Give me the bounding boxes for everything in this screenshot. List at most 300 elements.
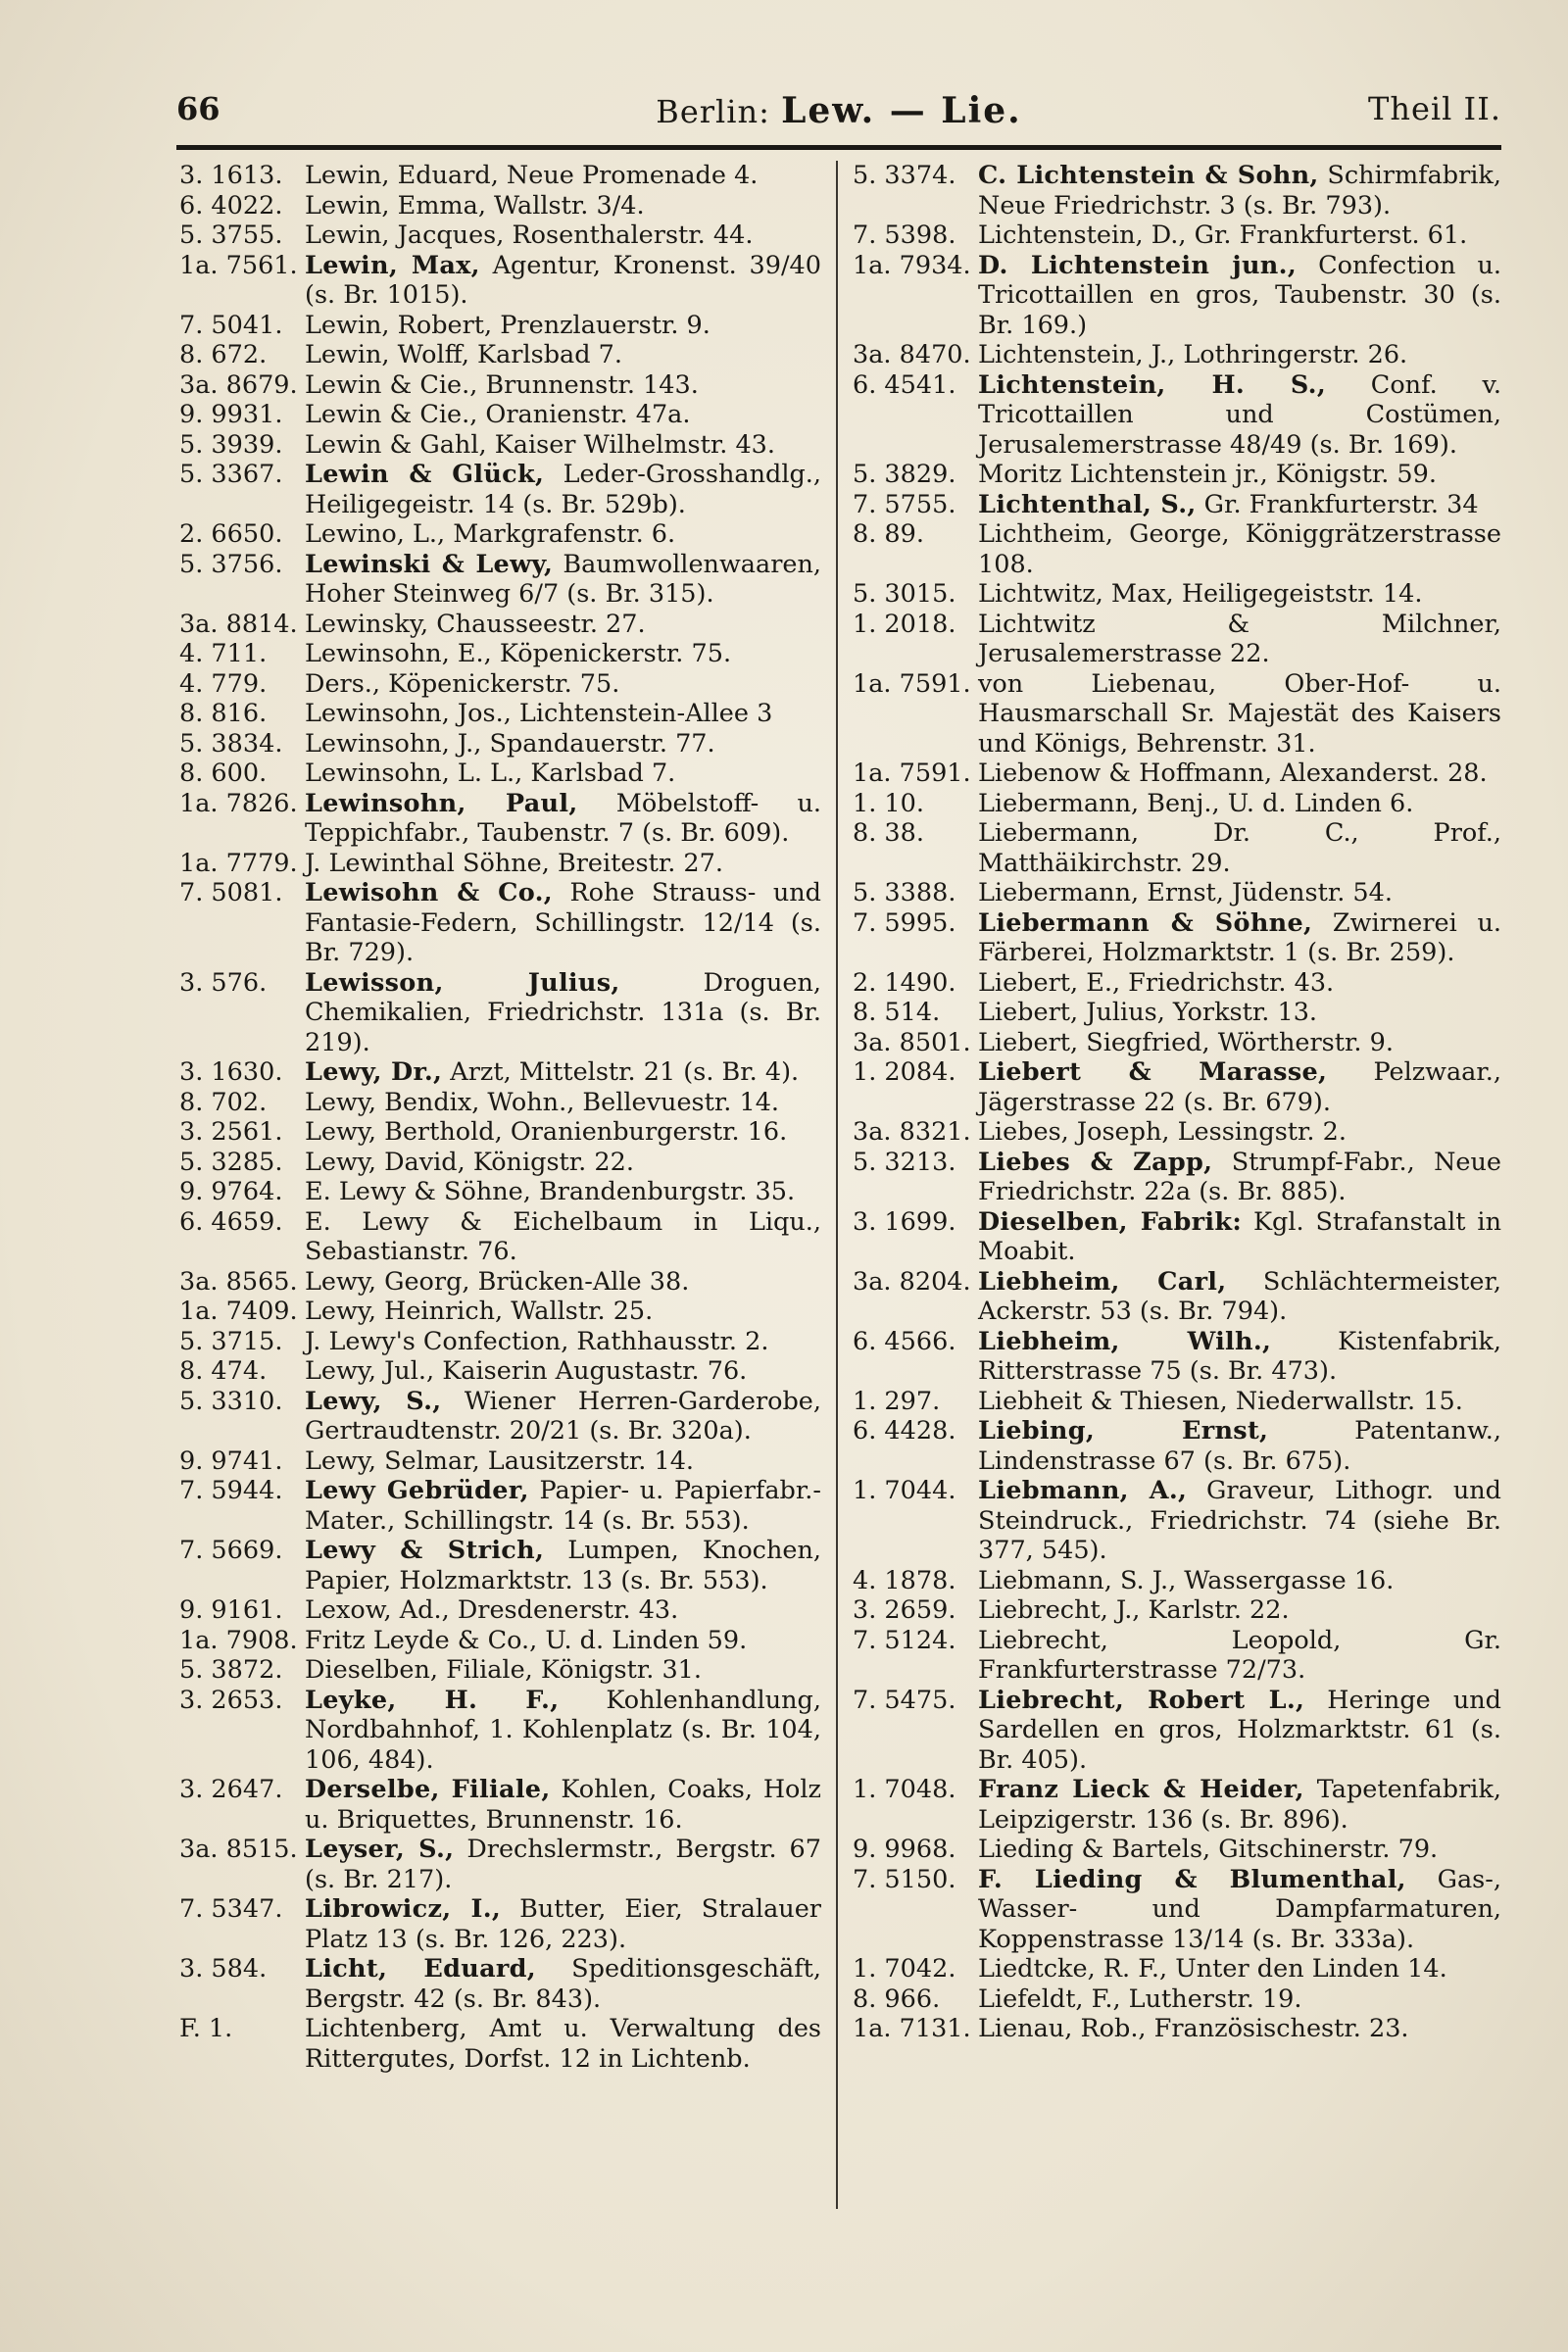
- directory-entry: [179, 1686, 821, 1776]
- directory-entry: [179, 1267, 821, 1298]
- entry-text: [978, 1117, 1501, 1148]
- entry-text: [978, 1057, 1501, 1117]
- entry-number: 7. 5995.: [853, 907, 956, 938]
- entry-name: Liebrecht, Robert L.,: [978, 1685, 1305, 1715]
- entry-number: 6. 4541.: [853, 369, 956, 400]
- directory-entry: [179, 1088, 821, 1118]
- entry-number: 3a. 8470.: [853, 340, 971, 369]
- entry-text: [305, 311, 821, 341]
- entry-details: Agentur, Kronenst. 39/40 (s. Br. 1015).: [305, 250, 821, 310]
- directory-entry: [853, 2014, 1501, 2044]
- directory-entry: [179, 1117, 821, 1148]
- directory-entry: [179, 1327, 821, 1357]
- entry-text: [978, 1686, 1501, 1776]
- entry-text: [305, 1894, 821, 1954]
- entry-text: [978, 1028, 1501, 1058]
- entry-number: 1. 7042.: [853, 1954, 956, 1984]
- directory-entry: [179, 849, 821, 879]
- entry-text: [978, 2014, 1501, 2044]
- entry-number: 7. 5398.: [853, 220, 956, 250]
- directory-entry: [853, 460, 1501, 490]
- entry-name: Lewinski & Lewy,: [305, 549, 554, 579]
- entry-number: 7. 5150.: [853, 1864, 956, 1894]
- directory-entry: [853, 1057, 1501, 1117]
- entry-number: 8. 600.: [179, 759, 268, 788]
- entry-details: Lichtenstein, J., Lothringerstr. 26.: [978, 340, 1408, 369]
- entry-number: 5. 3715.: [179, 1326, 283, 1356]
- entry-details: Lewinsohn, Jos., Lichtenstein-Allee 3: [305, 699, 773, 728]
- entry-text: [305, 2014, 821, 2074]
- entry-text: [305, 519, 821, 550]
- entry-details: Liebermann, Benj., U. d. Linden 6.: [978, 788, 1414, 818]
- entry-number: 5. 3388.: [853, 878, 956, 907]
- entry-text: [305, 789, 821, 849]
- entry-details: Zwirnerei u. Färberei, Holzmarktstr. 1 (s. Br. 259).: [978, 907, 1501, 967]
- directory-entry: [853, 789, 1501, 819]
- entry-text: [305, 699, 821, 729]
- entry-details: Liebert, E., Friedrichstr. 43.: [978, 967, 1335, 998]
- entry-name: F. Lieding & Blumenthal,: [978, 1864, 1406, 1894]
- entry-details: Kohlen, Coaks, Holz u. Briquettes, Brunnenstr. 16.: [305, 1775, 821, 1835]
- entry-name: Liebes & Zapp,: [978, 1147, 1213, 1177]
- entry-details: Pelzwaar., Jägerstrasse 22 (s. Br. 679).: [978, 1057, 1501, 1117]
- entry-text: [305, 1207, 821, 1267]
- entry-details: Liebrecht, J., Karlstr. 22.: [978, 1595, 1290, 1625]
- directory-entry: [179, 519, 821, 550]
- page-header: [176, 90, 1501, 139]
- running-title-range: Lew. — Lie.: [781, 90, 1022, 131]
- entry-details: J. Lewinthal Söhne, Breitestr. 27.: [305, 848, 723, 878]
- entry-name: Librowicz, I.,: [305, 1894, 502, 1924]
- entry-number: 1. 7044.: [853, 1476, 956, 1505]
- entry-text: [978, 519, 1501, 579]
- entry-details: Schlächtermeister, Ackerstr. 53 (s. Br. 794).: [978, 1266, 1501, 1326]
- entry-number: 7. 5944.: [179, 1476, 283, 1505]
- entry-number: 5. 3015.: [853, 579, 956, 609]
- entry-details: Möbelstoff- u. Teppichfabr., Taubenstr. 7 (s. Br. 609).: [305, 788, 821, 848]
- entry-details: Tapetenfabrik, Leipzigerstr. 136 (s. Br. 896).: [978, 1775, 1501, 1835]
- entry-name: Lewy, S.,: [305, 1386, 442, 1416]
- directory-entry: [179, 550, 821, 610]
- entry-name: Lichtenstein, H. S.,: [978, 369, 1327, 400]
- entry-text: [978, 460, 1501, 490]
- directory-entry: [853, 1686, 1501, 1776]
- entry-text: [305, 669, 821, 700]
- directory-entry: [853, 1595, 1501, 1626]
- directory-entry: [179, 1207, 821, 1267]
- entry-text: [305, 1446, 821, 1477]
- directory-entry: [853, 968, 1501, 999]
- entry-text: [305, 1267, 821, 1298]
- entry-text: [305, 1148, 821, 1178]
- entry-text: [978, 1566, 1501, 1596]
- directory-entry: [179, 1446, 821, 1477]
- right-column: [853, 161, 1501, 2044]
- entry-number: 5. 3213.: [853, 1147, 956, 1177]
- entry-number: 2. 1490.: [853, 967, 956, 998]
- entry-text: [305, 639, 821, 669]
- directory-entry: [853, 519, 1501, 579]
- entry-number: 3a. 8204.: [853, 1266, 971, 1297]
- entry-text: [305, 729, 821, 760]
- entry-text: [305, 191, 821, 221]
- entry-text: [305, 1476, 821, 1536]
- directory-entry: [853, 370, 1501, 461]
- entry-text: [978, 1267, 1501, 1327]
- entry-details: Kistenfabrik, Ritterstrasse 75 (s. Br. 473).: [978, 1326, 1501, 1386]
- entry-number: 8. 702.: [179, 1087, 268, 1117]
- entry-number: 1a. 7934.: [853, 250, 971, 280]
- entry-text: [978, 1595, 1501, 1626]
- entry-details: Lewinsohn, J., Spandauerstr. 77.: [305, 728, 715, 759]
- entry-number: 7. 5081.: [179, 878, 283, 907]
- entry-details: Rohe Strauss- und Fantasie-Federn, Schillingstr. 12/14 (s. Br. 729).: [305, 878, 822, 967]
- entry-number: 3. 2653.: [179, 1685, 283, 1715]
- entry-number: 1a. 7561.: [179, 250, 298, 280]
- entry-details: Lewin & Cie., Brunnenstr. 143.: [305, 369, 699, 400]
- entry-number: 1. 2084.: [853, 1057, 956, 1087]
- entry-number: 3a. 8501.: [853, 1027, 971, 1057]
- left-column: [179, 161, 821, 2074]
- directory-entry: [853, 161, 1501, 220]
- entry-number: 8. 89.: [853, 519, 924, 549]
- entry-number: 1a. 7131.: [853, 2014, 971, 2043]
- directory-entry: [853, 1028, 1501, 1058]
- entry-details: Heringe und Sardellen en gros, Holzmarktstr. 61 (s. Br. 405).: [978, 1685, 1501, 1775]
- running-title-prefix: Berlin:: [656, 93, 770, 130]
- entry-details: Moritz Lichtenstein jr., Königstr. 59.: [978, 460, 1437, 489]
- directory-entry: [853, 1626, 1501, 1686]
- entry-name: Liebert & Marasse,: [978, 1057, 1328, 1087]
- entry-text: [978, 1626, 1501, 1686]
- entry-text: [305, 1835, 821, 1894]
- entry-details: Baumwollenwaaren, Hoher Steinweg 6/7 (s. Br. 315).: [305, 549, 822, 609]
- directory-entry: [179, 191, 821, 221]
- entry-text: [978, 908, 1501, 968]
- entry-text: [978, 759, 1501, 789]
- entry-number: 8. 38.: [853, 818, 924, 848]
- entry-number: 7. 5669.: [179, 1536, 283, 1565]
- entry-number: 1a. 7591.: [853, 759, 971, 788]
- directory-entry: [179, 1954, 821, 2014]
- entry-details: Graveur, Lithogr. und Steindruck., Friedrichstr. 74 (siehe Br. 377, 545).: [978, 1476, 1502, 1565]
- entry-number: 3. 1699.: [853, 1206, 956, 1237]
- entry-details: Schirmfabrik, Neue Friedrichstr. 3 (s. Br. 793).: [978, 161, 1501, 220]
- entry-details: Dieselben, Filiale, Königstr. 31.: [305, 1655, 702, 1685]
- entry-details: Leder-Grosshandlg., Heiligegeistr. 14 (s. Br. 529b).: [305, 460, 822, 519]
- entry-details: Liebheit & Thiesen, Niederwallstr. 15.: [978, 1386, 1463, 1416]
- entry-text: [305, 1297, 821, 1327]
- entry-number: 6. 4428.: [853, 1416, 956, 1446]
- entry-details: J. Lewy's Confection, Rathhausstr. 2.: [305, 1326, 769, 1356]
- entry-details: Liebmann, S. J., Wassergasse 16.: [978, 1565, 1395, 1595]
- entry-number: 8. 816.: [179, 699, 268, 728]
- entry-number: 3. 2561.: [179, 1117, 283, 1147]
- entry-number: 5. 3939.: [179, 429, 283, 460]
- entry-details: E. Lewy & Söhne, Brandenburgstr. 35.: [305, 1177, 796, 1206]
- directory-entry: [179, 370, 821, 401]
- entry-text: [305, 1655, 821, 1686]
- directory-entry: [853, 340, 1501, 370]
- entry-number: 3. 2659.: [853, 1595, 956, 1625]
- entry-text: [305, 1356, 821, 1387]
- entry-name: Lewisson, Julius,: [305, 967, 620, 998]
- entry-details: Lieding & Bartels, Gitschinerstr. 79.: [978, 1835, 1439, 1864]
- entry-name: Liebing, Ernst,: [978, 1416, 1269, 1446]
- entry-number: 8. 966.: [853, 1984, 941, 2014]
- entry-text: [978, 1954, 1501, 1984]
- entry-details: Lewy, David, Königstr. 22.: [305, 1147, 634, 1177]
- entry-details: Speditionsgeschäft, Bergstr. 42 (s. Br. 843).: [305, 1954, 822, 2014]
- entry-details: Kohlenhandlung, Nordbahnhof, 1. Kohlenplatz (s. Br. 104, 106, 484).: [305, 1685, 821, 1775]
- directory-entry: [179, 729, 821, 760]
- entry-text: [978, 1387, 1501, 1417]
- entry-number: 5. 3310.: [179, 1386, 283, 1416]
- entry-name: Lewin, Max,: [305, 250, 480, 280]
- entry-details: von Liebenau, Ober-Hof- u. Hausmarschall Sr. Majestät des Kaisers und Königs, Behrenstr. 31.: [978, 668, 1501, 759]
- entry-text: [978, 968, 1501, 999]
- entry-number: 5. 3755.: [179, 220, 283, 250]
- entry-details: Arzt, Mittelstr. 21 (s. Br. 4).: [442, 1057, 800, 1087]
- entry-number: 1. 2018.: [853, 609, 956, 639]
- directory-entry: [179, 460, 821, 519]
- entry-text: [978, 669, 1501, 760]
- entry-details: Liefeldt, F., Lutherstr. 19.: [978, 1984, 1302, 2014]
- entry-number: 3. 584.: [179, 1954, 268, 1984]
- entry-number: 4. 711.: [179, 639, 268, 668]
- directory-entry: [853, 1117, 1501, 1148]
- entry-text: [305, 1686, 821, 1776]
- entry-text: [305, 610, 821, 640]
- entry-details: Strumpf-Fabr., Neue Friedrichstr. 22a (s. Br. 885).: [978, 1147, 1501, 1206]
- directory-entry: [853, 1207, 1501, 1267]
- entry-name: Licht, Eduard,: [305, 1954, 536, 1984]
- entry-details: Lewinsohn, E., Köpenickerstr. 75.: [305, 639, 732, 668]
- directory-entry: [179, 1476, 821, 1536]
- entry-text: [978, 1327, 1501, 1387]
- entry-text: [978, 1416, 1501, 1476]
- entry-number: 7. 5124.: [853, 1625, 956, 1655]
- entry-text: [305, 251, 821, 311]
- entry-details: Lichtenstein, D., Gr. Frankfurterst. 61.: [978, 220, 1468, 250]
- directory-entry: [853, 818, 1501, 878]
- entry-details: Droguen, Chemikalien, Friedrichstr. 131a (s. Br. 219).: [305, 967, 821, 1057]
- entry-name: Lewisohn & Co.,: [305, 878, 553, 907]
- entry-number: 4. 779.: [179, 668, 268, 699]
- directory-entry: [853, 579, 1501, 610]
- directory-entry: [179, 1595, 821, 1626]
- entry-text: [305, 1088, 821, 1118]
- entry-name: Lewy, Dr.,: [305, 1057, 443, 1087]
- entry-number: 9. 9931.: [179, 400, 283, 429]
- entry-text: [978, 1148, 1501, 1207]
- column-divider: [836, 161, 838, 2209]
- entry-text: [978, 610, 1501, 669]
- entry-text: [978, 161, 1501, 220]
- entry-details: Lichtwitz, Max, Heiligegeiststr. 14.: [978, 579, 1423, 609]
- directory-entry: [853, 1387, 1501, 1417]
- directory-entry: [179, 1057, 821, 1088]
- directory-entry: [853, 1984, 1501, 2015]
- entry-text: [305, 161, 821, 191]
- entry-details: Drechslermstr., Bergstr. 67 (s. Br. 217).: [305, 1835, 821, 1894]
- entry-details: Liebermann, Ernst, Jüdenstr. 54.: [978, 878, 1393, 907]
- entry-text: [978, 490, 1501, 520]
- entry-number: 5. 3756.: [179, 549, 283, 579]
- entry-details: Lumpen, Knochen, Papier, Holzmarktstr. 13 (s. Br. 553).: [305, 1536, 821, 1595]
- entry-details: Liebes, Joseph, Lessingstr. 2.: [978, 1117, 1347, 1147]
- directory-entry: [179, 1626, 821, 1656]
- entry-details: Lewinsky, Chausseestr. 27.: [305, 609, 646, 639]
- entry-details: Patentanw., Lindenstrasse 67 (s. Br. 675).: [978, 1416, 1501, 1476]
- entry-text: [305, 400, 821, 430]
- entry-name: Franz Lieck & Heider,: [978, 1775, 1304, 1804]
- directory-entry: [853, 1954, 1501, 1984]
- entry-name: Lichtenthal, S.,: [978, 489, 1197, 519]
- entry-details: Lichtheim, George, Königgrätzerstrasse 108.: [978, 519, 1501, 579]
- directory-entry: [179, 1177, 821, 1207]
- entry-details: Liebermann, Dr. C., Prof., Matthäikirchstr. 29.: [978, 818, 1501, 878]
- directory-entry: [853, 759, 1501, 789]
- entry-text: [305, 370, 821, 401]
- directory-entry: [179, 1356, 821, 1387]
- entry-number: 8. 514.: [853, 998, 941, 1027]
- entry-number: 3. 1630.: [179, 1057, 283, 1087]
- entry-name: Liebermann & Söhne,: [978, 907, 1313, 938]
- directory-entry: [179, 1655, 821, 1686]
- entry-text: [305, 460, 821, 519]
- entry-details: Confection u. Tricottaillen en gros, Taubenstr. 30 (s. Br. 169.): [978, 250, 1501, 340]
- entry-number: 1. 7048.: [853, 1775, 956, 1804]
- directory-entry: [179, 220, 821, 251]
- entry-details: Liebert, Siegfried, Wörtherstr. 9.: [978, 1027, 1394, 1057]
- entry-name: D. Lichtenstein jun.,: [978, 250, 1297, 280]
- entry-text: [305, 878, 821, 968]
- entry-number: 3a. 8679.: [179, 369, 298, 400]
- entry-details: Lewy, Heinrich, Wallstr. 25.: [305, 1297, 654, 1326]
- directory-entry: [853, 1267, 1501, 1327]
- entry-text: [978, 579, 1501, 610]
- entry-text: [978, 1775, 1501, 1835]
- entry-number: 5. 3374.: [853, 161, 956, 190]
- directory-entry: [179, 669, 821, 700]
- part-label: Theil II.: [1368, 90, 1501, 127]
- entry-text: [305, 430, 821, 461]
- entry-text: [305, 1775, 821, 1835]
- header-rule: [176, 145, 1501, 150]
- entry-text: [978, 370, 1501, 461]
- directory-entry: [179, 1387, 821, 1446]
- entry-text: [978, 1835, 1501, 1865]
- entry-number: 8. 474.: [179, 1356, 268, 1386]
- entry-number: 9. 9968.: [853, 1835, 956, 1864]
- entry-name: Lewinsohn, Paul,: [305, 788, 578, 818]
- entry-number: 5. 3872.: [179, 1655, 283, 1685]
- entry-number: 5. 3367.: [179, 460, 283, 489]
- entry-name: Liebheim, Wilh.,: [978, 1326, 1272, 1356]
- entry-text: [305, 1595, 821, 1626]
- entry-details: Gas-, Wasser- und Dampfarmaturen, Koppenstrasse 13/14 (s. Br. 333a).: [978, 1864, 1501, 1954]
- entry-number: 4. 1878.: [853, 1565, 956, 1595]
- entry-text: [305, 968, 821, 1058]
- entry-details: Liebert, Julius, Yorkstr. 13.: [978, 998, 1318, 1027]
- entry-number: 3a. 8814.: [179, 609, 298, 639]
- entry-text: [305, 759, 821, 789]
- entry-number: 7. 5347.: [179, 1894, 283, 1924]
- entry-name: Liebheim, Carl,: [978, 1266, 1227, 1297]
- directory-entry: [853, 610, 1501, 669]
- directory-entry: [179, 1148, 821, 1178]
- directory-entry: [179, 2014, 821, 2074]
- directory-entry: [853, 1835, 1501, 1865]
- entry-text: [978, 878, 1501, 908]
- entry-details: Lewinsohn, L. L., Karlsbad 7.: [305, 759, 676, 788]
- entry-number: 3a. 8515.: [179, 1835, 298, 1864]
- directory-entry: [179, 430, 821, 461]
- entry-details: E. Lewy & Eichelbaum in Liqu., Sebastianstr. 76.: [305, 1206, 821, 1266]
- directory-entry: [179, 789, 821, 849]
- entry-number: 9. 9764.: [179, 1177, 283, 1206]
- entry-text: [305, 1536, 821, 1595]
- entry-number: 9. 9741.: [179, 1446, 283, 1476]
- entry-details: Gr. Frankfurterstr. 34: [1196, 489, 1479, 519]
- entry-details: Lewin, Eduard, Neue Promenade 4.: [305, 161, 759, 190]
- entry-details: Lewino, L., Markgrafenstr. 6.: [305, 519, 676, 549]
- entry-details: Papier- u. Papierfabr.-Mater., Schillingstr. 14 (s. Br. 553).: [305, 1476, 821, 1536]
- entry-number: 8. 672.: [179, 340, 268, 369]
- entry-number: 9. 9161.: [179, 1595, 283, 1625]
- entry-text: [305, 340, 821, 370]
- directory-entry: [853, 490, 1501, 520]
- entry-details: Conf. v. Tricottaillen und Costümen, Jerusalemerstrasse 48/49 (s. Br. 169).: [978, 369, 1501, 460]
- entry-text: [978, 340, 1501, 370]
- entry-details: Butter, Eier, Stralauer Platz 13 (s. Br. 126, 223).: [305, 1894, 821, 1954]
- entry-name: C. Lichtenstein & Sohn,: [978, 161, 1319, 190]
- entry-number: 5. 3285.: [179, 1147, 283, 1177]
- entry-text: [305, 1117, 821, 1148]
- entry-text: [305, 1057, 821, 1088]
- entry-number: 7. 5041.: [179, 310, 283, 340]
- entry-details: Lewy, Bendix, Wohn., Bellevuestr. 14.: [305, 1087, 780, 1117]
- entry-text: [305, 1626, 821, 1656]
- entry-text: [978, 1865, 1501, 1955]
- entry-name: Derselbe, Filiale,: [305, 1775, 551, 1804]
- directory-entry: [853, 1566, 1501, 1596]
- directory-entry: [853, 669, 1501, 760]
- entry-text: [978, 789, 1501, 819]
- entry-number: 1a. 7409.: [179, 1297, 298, 1326]
- directory-entry: [179, 699, 821, 729]
- entry-number: 3a. 8321.: [853, 1117, 971, 1147]
- entry-text: [978, 220, 1501, 251]
- entry-text: [305, 1327, 821, 1357]
- entry-details: Wiener Herren-Garderobe, Gertraudtenstr. 20/21 (s. Br. 320a).: [305, 1386, 821, 1446]
- directory-entry: [853, 908, 1501, 968]
- entry-text: [305, 220, 821, 251]
- entry-details: Lewin & Cie., Oranienstr. 47a.: [305, 400, 691, 429]
- directory-entry: [179, 340, 821, 370]
- entry-number: 1a. 7908.: [179, 1625, 298, 1655]
- entry-details: Lewin, Wolff, Karlsbad 7.: [305, 340, 623, 369]
- entry-name: Liebmann, A.,: [978, 1476, 1188, 1505]
- entry-details: Lewin, Emma, Wallstr. 3/4.: [305, 190, 645, 220]
- directory-entry: [853, 998, 1501, 1028]
- entry-details: Liedtcke, R. F., Unter den Linden 14.: [978, 1954, 1447, 1984]
- directory-entry: [179, 639, 821, 669]
- entry-number: 3. 576.: [179, 967, 268, 998]
- entry-text: [305, 1954, 821, 2014]
- entry-number: 3. 2647.: [179, 1775, 283, 1804]
